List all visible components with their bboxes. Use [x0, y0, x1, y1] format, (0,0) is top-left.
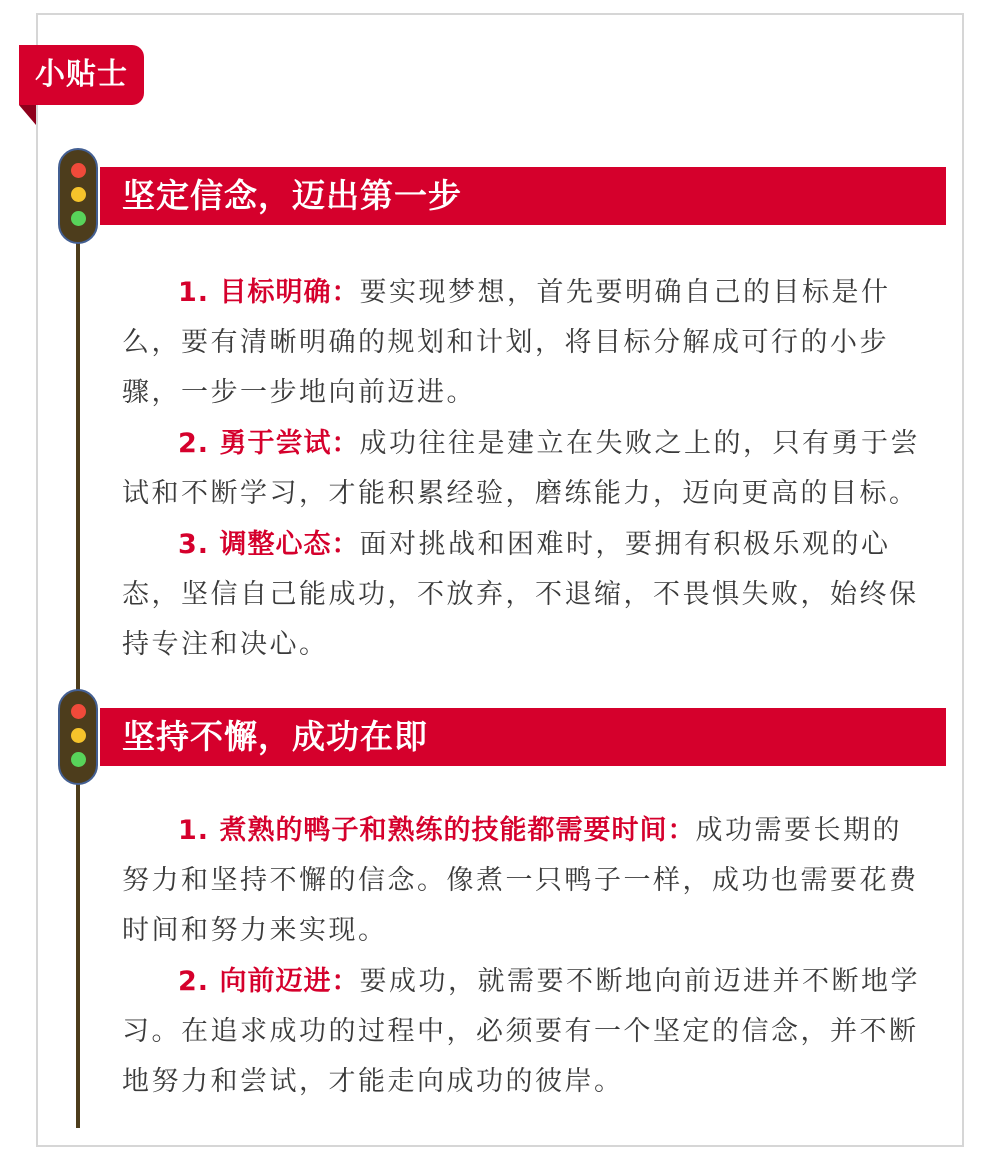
tip-text: 要成功，就需要不断地向前迈进并不断地学习。在追求成功的过程中，必须要有一个坚定的信念，并不断地努力和尝试，才能走向成功的彼岸。: [122, 966, 920, 1097]
section-title-2: 坚持不懈，成功在即: [100, 708, 946, 766]
section-title-1: 坚定信念，迈出第一步: [100, 167, 946, 225]
tip-paragraph: [122, 957, 928, 1107]
tip-text: 成功往往是建立在失败之上的，只有勇于尝试和不断学习，才能积累经验，磨练能力，迈向更高的目标。: [122, 428, 920, 509]
tip-keyword: 2. 勇于尝试：: [178, 428, 360, 459]
tip-paragraph: [122, 419, 928, 519]
tag-fold-decoration: [19, 105, 36, 125]
tip-paragraph: [122, 806, 928, 956]
tip-text: 面对挑战和困难时，要拥有积极乐观的心态，坚信自己能成功，不放弃，不退缩，不畏惧失败，始终保持专注和决心。: [122, 529, 919, 660]
traffic-light-icon: [58, 689, 98, 785]
red-light-icon: [71, 704, 86, 719]
section-1-body: [122, 268, 928, 670]
traffic-light-icon: [58, 148, 98, 244]
tip-keyword: 1. 目标明确：: [178, 277, 360, 308]
tip-paragraph: [122, 520, 928, 670]
tip-paragraph: [122, 268, 928, 418]
traffic-light-pole: [76, 210, 80, 1128]
yellow-light-icon: [71, 187, 86, 202]
section-2-body: [122, 806, 928, 1107]
red-light-icon: [71, 163, 86, 178]
tip-text: 成功需要长期的努力和坚持不懈的信念。像煮一只鸭子一样，成功也需要花费时间和努力来实现。: [122, 815, 919, 946]
tips-tag: 小贴士: [19, 45, 144, 105]
tip-text: 要实现梦想，首先要明确自己的目标是什么，要有清晰明确的规划和计划，将目标分解成可行的小步骤，一步一步地向前迈进。: [122, 277, 891, 408]
tip-keyword: 3. 调整心态：: [178, 529, 360, 560]
green-light-icon: [71, 211, 86, 226]
tip-keyword: 1. 煮熟的鸭子和熟练的技能都需要时间：: [178, 815, 696, 846]
tip-keyword: 2. 向前迈进：: [178, 966, 360, 997]
green-light-icon: [71, 752, 86, 767]
yellow-light-icon: [71, 728, 86, 743]
